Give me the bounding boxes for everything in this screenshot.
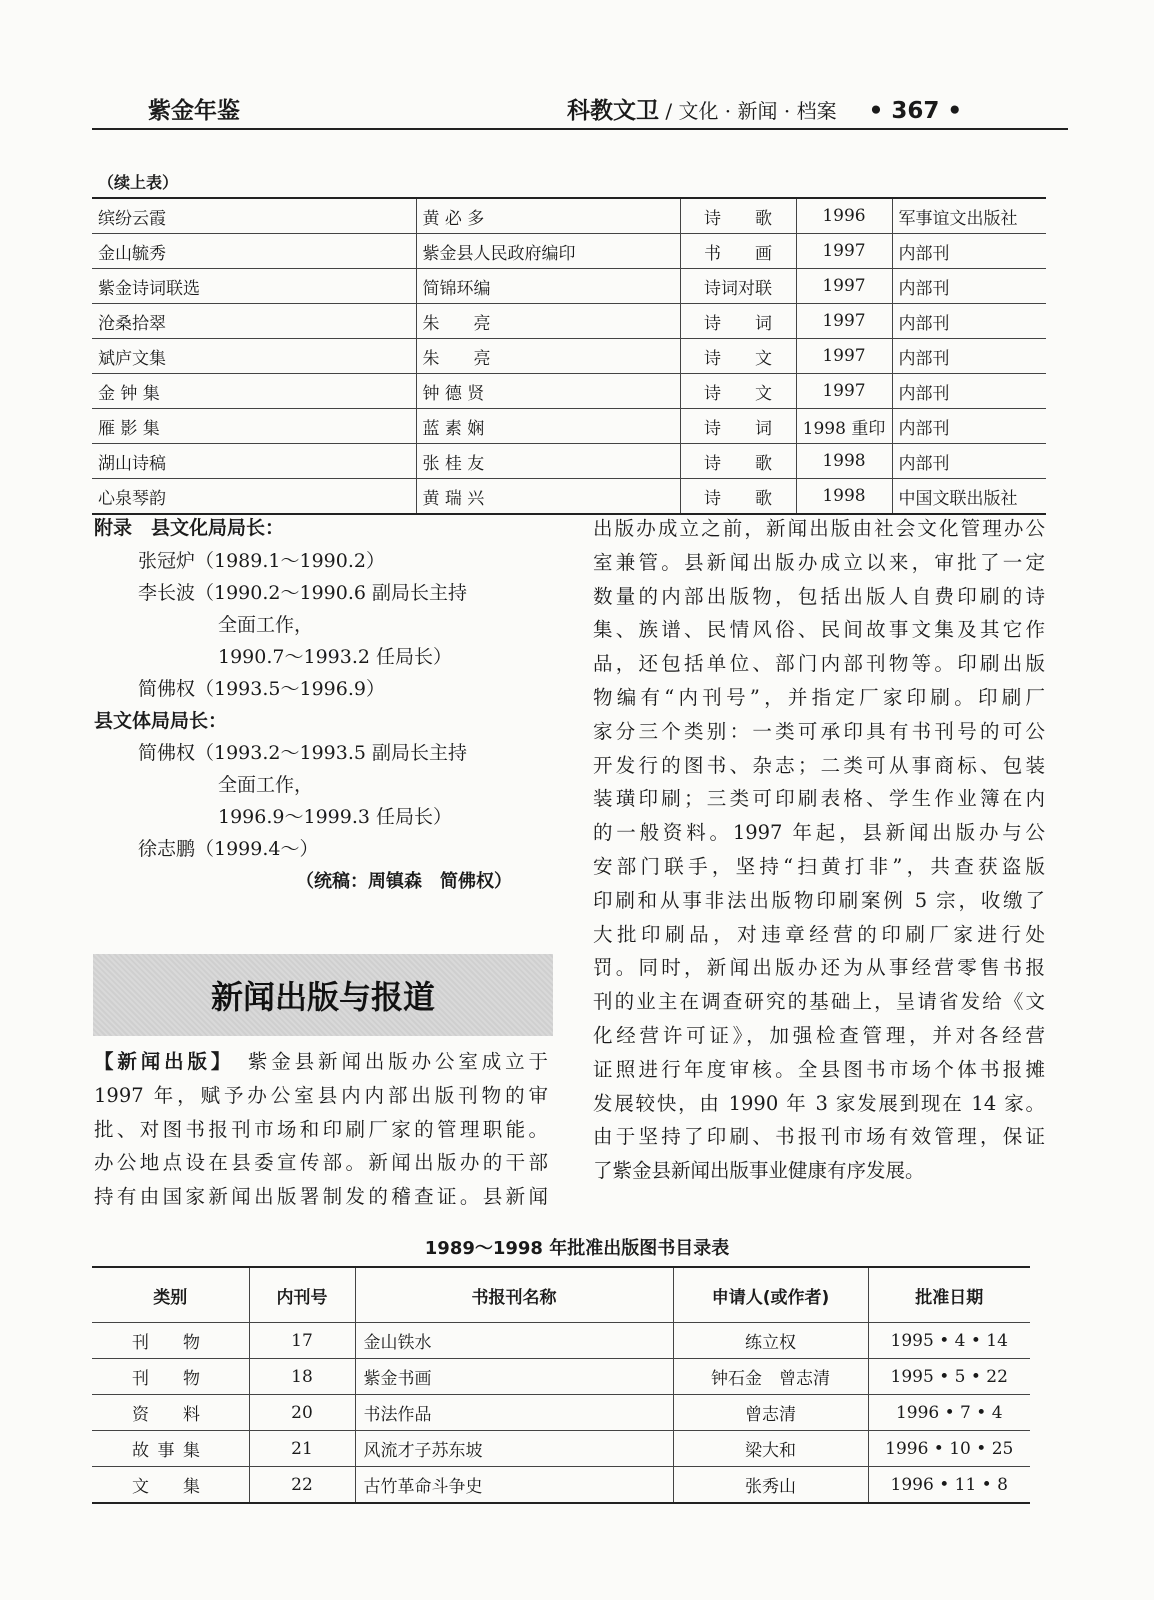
sports-bureau-heading: 县文体局局长： <box>94 710 228 732</box>
text-line: 安部门联手，坚持“扫黄打非”，共查获盗版 <box>593 854 1045 878</box>
director-entry-cont: 1990.7～1993.2 任局长） <box>218 646 453 668</box>
director-entry: 徐志鹏（1999.4～） <box>138 838 319 860</box>
approval-date: 1995 • 4 • 14 <box>868 1323 1030 1359</box>
director-entry: 张冠炉（1989.1～1990.2） <box>138 550 385 572</box>
table-header-row <box>92 1267 1030 1323</box>
column-header: 类别 <box>92 1267 249 1323</box>
text-line: 室兼管。县新闻出版办成立以来，审批了一定 <box>593 550 1045 574</box>
text-line: 开发行的图书、杂志；二类可从事商标、包装 <box>593 753 1045 777</box>
internal-number: 18 <box>249 1359 355 1395</box>
publisher: 内部刊 <box>892 339 1046 374</box>
running-head-left: 紫金年鉴 <box>148 98 240 124</box>
news-publishing-paragraph <box>94 1045 548 1214</box>
genre: 诗 词 <box>680 304 796 339</box>
text-line: 了紫金县新闻出版事业健康有序发展。 <box>593 1159 925 1183</box>
applicant: 张秀山 <box>673 1467 868 1504</box>
table-row <box>92 304 1046 339</box>
approved-books-table <box>92 1266 1030 1504</box>
applicant: 钟石金 曾志清 <box>673 1359 868 1395</box>
genre: 诗 歌 <box>680 198 796 234</box>
internal-number: 21 <box>249 1431 355 1467</box>
publisher: 内部刊 <box>892 269 1046 304</box>
text-line: 刊的业主在调查研究的基础上，呈请省发给《文 <box>593 990 1045 1014</box>
publisher: 内部刊 <box>892 409 1046 444</box>
publisher: 内部刊 <box>892 444 1046 479</box>
author: 朱 亮 <box>416 304 680 339</box>
publication-name: 风流才子苏东坡 <box>355 1431 673 1467</box>
director-entry: 简佛权（1993.5～1996.9） <box>138 678 385 700</box>
table-row <box>92 234 1046 269</box>
publisher: 军事谊文出版社 <box>892 198 1046 234</box>
publication-name: 书法作品 <box>355 1395 673 1431</box>
text-line: 证照进行年度审核。全县图书市场个体书报摊 <box>593 1057 1045 1081</box>
text-line: 出版办成立之前，新闻出版由社会文化管理办公 <box>593 517 1045 540</box>
author: 蓝 素 娴 <box>416 409 680 444</box>
publisher: 内部刊 <box>892 374 1046 409</box>
section-name: 科教文卫 <box>567 98 659 124</box>
text-line: 批、对图书报刊市场和印刷厂家的管理职能。 <box>94 1117 548 1141</box>
text-line: 物编有“内刊号”，并指定厂家印刷。印刷厂 <box>593 685 1045 709</box>
applicant: 梁大和 <box>673 1431 868 1467</box>
text-line: 发展较快，由 1990 年 3 家发展到现在 14 家。 <box>593 1091 1045 1115</box>
table-row <box>92 198 1046 234</box>
table-row <box>92 479 1046 515</box>
text-line: 1997 年，赋予办公室县内内部出版刊物的审 <box>94 1083 548 1107</box>
column-header: 内刊号 <box>249 1267 355 1323</box>
table-row <box>92 1431 1030 1467</box>
table-row <box>92 1395 1030 1431</box>
category: 故事集 <box>92 1431 249 1467</box>
internal-number: 20 <box>249 1395 355 1431</box>
table-title: 1989～1998 年批准出版图书目录表 <box>424 1238 730 1259</box>
internal-number: 22 <box>249 1467 355 1504</box>
category: 刊 物 <box>92 1323 249 1359</box>
director-entry-cont: 全面工作， <box>218 774 314 796</box>
director-entry: 简佛权（1993.2～1993.5 副局长主持 <box>138 742 468 764</box>
table-row <box>92 269 1046 304</box>
page-number: • 367 • <box>868 98 963 124</box>
publisher: 内部刊 <box>892 234 1046 269</box>
text-line: 罚。同时，新闻出版办还为从事经营零售书报 <box>593 956 1045 980</box>
year: 1998 <box>796 479 892 515</box>
publisher: 中国文联出版社 <box>892 479 1046 515</box>
publication-name: 古竹革命斗争史 <box>355 1467 673 1504</box>
compiler-credit: （统稿：周镇森 简佛权） <box>296 871 512 892</box>
text-line: 印刷和从事非法出版物印刷案例 5 宗，收缴了 <box>593 888 1045 912</box>
author: 简锦环编 <box>416 269 680 304</box>
author: 朱 亮 <box>416 339 680 374</box>
genre: 诗 词 <box>680 409 796 444</box>
text-line: 化经营许可证》，加强检查管理，并对各经营 <box>593 1023 1045 1047</box>
book-title: 心泉琴韵 <box>92 479 416 515</box>
table-row <box>92 374 1046 409</box>
author: 黄 必 多 <box>416 198 680 234</box>
publications-table <box>92 197 1046 515</box>
paragraph-tag: 【新闻出版】 <box>94 1050 225 1073</box>
text-line: 大批印刷品，对违章经营的印刷厂家进行处 <box>593 922 1045 946</box>
table-row <box>92 409 1046 444</box>
director-entry-cont: 1996.9～1999.3 任局长） <box>218 806 453 828</box>
text-line: 由于坚持了印刷、书报刊市场有效管理，保证 <box>593 1125 1045 1149</box>
continued-note: （续上表） <box>98 173 179 192</box>
year: 1998 重印 <box>796 409 892 444</box>
text-line: 数量的内部出版物，包括出版人自费印刷的诗 <box>593 584 1045 608</box>
text-line: 办公地点设在县委宣传部。新闻出版办的干部 <box>94 1151 548 1175</box>
text-line: 品，还包括单位、部门内部刊物等。印刷出版 <box>593 652 1045 676</box>
text-line: 集、族谱、民情风俗、民间故事文集及其它作 <box>593 618 1045 642</box>
text-line: 持有由国家新闻出版署制发的稽查证。县新闻 <box>94 1185 548 1209</box>
category: 刊 物 <box>92 1359 249 1395</box>
category: 资 料 <box>92 1395 249 1431</box>
applicant: 曾志清 <box>673 1395 868 1431</box>
publication-name: 金山铁水 <box>355 1323 673 1359</box>
publication-name: 紫金书画 <box>355 1359 673 1395</box>
table-row <box>92 1323 1030 1359</box>
year: 1997 <box>796 269 892 304</box>
year: 1997 <box>796 339 892 374</box>
year: 1997 <box>796 234 892 269</box>
genre: 诗词对联 <box>680 269 796 304</box>
culture-bureau-heading: 县文化局局长： <box>151 517 285 539</box>
table-row <box>92 339 1046 374</box>
book-title: 沧桑拾翠 <box>92 304 416 339</box>
running-head-right <box>567 92 962 125</box>
text-line: 装璜印刷；三类可印刷表格、学生作业簿在内 <box>593 787 1045 811</box>
approval-date: 1995 • 5 • 22 <box>868 1359 1030 1395</box>
approval-date: 1996 • 7 • 4 <box>868 1395 1030 1431</box>
table-row <box>92 1359 1030 1395</box>
genre: 诗 文 <box>680 374 796 409</box>
book-title: 湖山诗稿 <box>92 444 416 479</box>
author: 钟 德 贤 <box>416 374 680 409</box>
internal-number: 17 <box>249 1323 355 1359</box>
book-title: 斌庐文集 <box>92 339 416 374</box>
text-line: 的一般资料。1997 年起，县新闻出版办与公 <box>593 821 1045 845</box>
year: 1998 <box>796 444 892 479</box>
genre: 诗 文 <box>680 339 796 374</box>
column-header: 申请人(或作者) <box>673 1267 868 1323</box>
approval-date: 1996 • 11 • 8 <box>868 1467 1030 1504</box>
header-rule <box>92 128 1068 130</box>
genre: 书 画 <box>680 234 796 269</box>
director-entry-cont: 全面工作， <box>218 614 314 636</box>
year: 1996 <box>796 198 892 234</box>
text-line: 家分三个类别：一类可承印具有书刊号的可公 <box>593 719 1045 743</box>
category: 文 集 <box>92 1467 249 1504</box>
news-publishing-paragraph-cont <box>593 512 1045 1188</box>
book-title: 金 钟 集 <box>92 374 416 409</box>
year: 1997 <box>796 374 892 409</box>
genre: 诗 歌 <box>680 444 796 479</box>
column-header: 书报刊名称 <box>355 1267 673 1323</box>
table-row <box>92 444 1046 479</box>
book-title: 雁 影 集 <box>92 409 416 444</box>
book-title: 缤纷云霞 <box>92 198 416 234</box>
appendix-heading-1 <box>94 512 284 545</box>
appendix-label: 附录 <box>94 517 133 539</box>
author: 张 桂 友 <box>416 444 680 479</box>
publisher: 内部刊 <box>892 304 1046 339</box>
book-title: 紫金诗词联选 <box>92 269 416 304</box>
text-line: 【新闻出版】 紫金县新闻出版办公室成立于 <box>94 1050 548 1073</box>
section-subtitle: / 文化 · 新闻 · 档案 <box>659 99 837 123</box>
column-header: 批准日期 <box>868 1267 1030 1323</box>
author: 黄 瑞 兴 <box>416 479 680 515</box>
director-entry: 李长波（1990.2～1990.6 副局长主持 <box>138 582 468 604</box>
year: 1997 <box>796 304 892 339</box>
genre: 诗 歌 <box>680 479 796 515</box>
approval-date: 1996 • 10 • 25 <box>868 1431 1030 1467</box>
table-row <box>92 1467 1030 1504</box>
author: 紫金县人民政府编印 <box>416 234 680 269</box>
applicant: 练立权 <box>673 1323 868 1359</box>
book-title: 金山毓秀 <box>92 234 416 269</box>
section-banner: 新闻出版与报道 <box>93 954 553 1036</box>
